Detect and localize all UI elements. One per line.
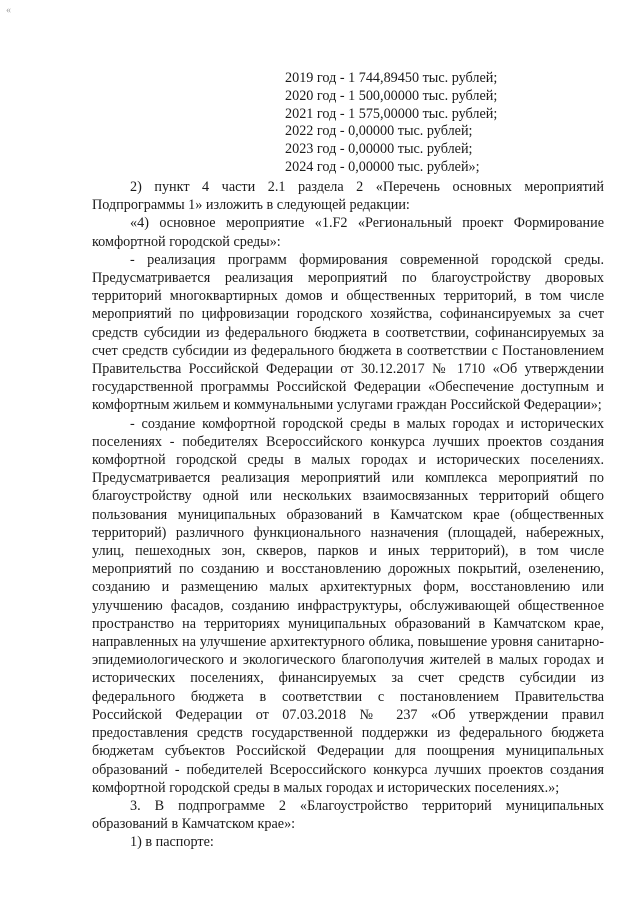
document-body [92,178,604,852]
paragraph-passport: 1) в паспорте: [130,834,214,851]
budget-line-2021: 2021 год - 1 575,00000 тыс. рублей; [285,105,498,122]
budget-line-2023: 2023 год - 0,00000 тыс. рублей; [285,141,473,158]
corner-mark: « [6,5,11,16]
paragraph-item-2: 2) пункт 4 части 2.1 раздела 2 «Перечень основных мероприятий Подпрограммы 1» изложить в следующей редакции: [92,179,604,214]
paragraph-small-towns-competition: - создание комфортной городской среды в малых городах и исторических поселениях - победителях Всероссийского конкурса лучших проектов создания комфортной городской среды в малых городах и исторических поселениях. Предусматривается реализация мероприятий или комплекса мероприятий по благоустройству одной или нескольких взаимосвязанных территорий общего пользования муниципальных образований в Камчатском крае (общественных территорий) различного функционального назначения (площадей, набережных, улиц, пешеходных зон, скверов, парков и иных территорий), в том числе мероприятий по созданию и восстановлению дорожных покрытий, озеленению, созданию и размещению малых архитектурных форм, восстановлению или улучшению фасадов, созданию инфраструктуры, обслуживающей общественное пространство на территориях муниципальных образований в Камчатском крае, направленных на улучшение архитектурного облика, повышение уровня санитарно-эпидемиологического и экологического благополучия жителей в малых городах и исторических поселениях, финансируемых за счет средств субсидии из федерального бюджета в соответствии с постановлением Правительства Российской Федерации от 07.03.2018 № 237 «Об утверждении правил предоставления средств государственной поддержки из федерального бюджета бюджетам субъектов Российской Федерации для поощрения муниципальных образований - победителей Всероссийского конкурса лучших проектов создания комфортной городской среды в малых городах и исторических поселениях.»; [92,415,604,796]
budget-line-2020: 2020 год - 1 500,00000 тыс. рублей; [285,87,498,104]
budget-line-2022: 2022 год - 0,00000 тыс. рублей; [285,123,473,140]
budget-line-2019: 2019 год - 1 744,89450 тыс. рублей; [285,70,498,86]
paragraph-subprogram-2: 3. В подпрограмме 2 «Благоустройство территорий муниципальных образований в Камчатском крае»: [92,797,604,833]
budget-by-year-list [285,70,497,177]
paragraph-main-activity: «4) основное мероприятие «1.F2 «Региональный проект Формирование комфортной городской среды»: [92,215,604,250]
paragraph-urban-environment-programs: - реализация программ формирования современной городской среды. Предусматривается реализация мероприятий по благоустройству дворовых территорий многоквартирных домов и общественных территорий, в том числе мероприятий по цифровизации городского хозяйства, софинансируемых за счет средств субсидии из федерального бюджета в соответствии, софинансируемых за счет средств субсидии из федерального бюджета в соответствии с Постановлением Правительства Российской Федерации от 30.12.2017 № 1710 «Об утверждении государственной программы Российской Федерации «Обеспечение доступным и комфортным жильем и коммунальными услугами граждан Российской Федерации»; [92,251,604,414]
budget-line-2024: 2024 год - 0,00000 тыс. рублей»; [285,158,480,175]
